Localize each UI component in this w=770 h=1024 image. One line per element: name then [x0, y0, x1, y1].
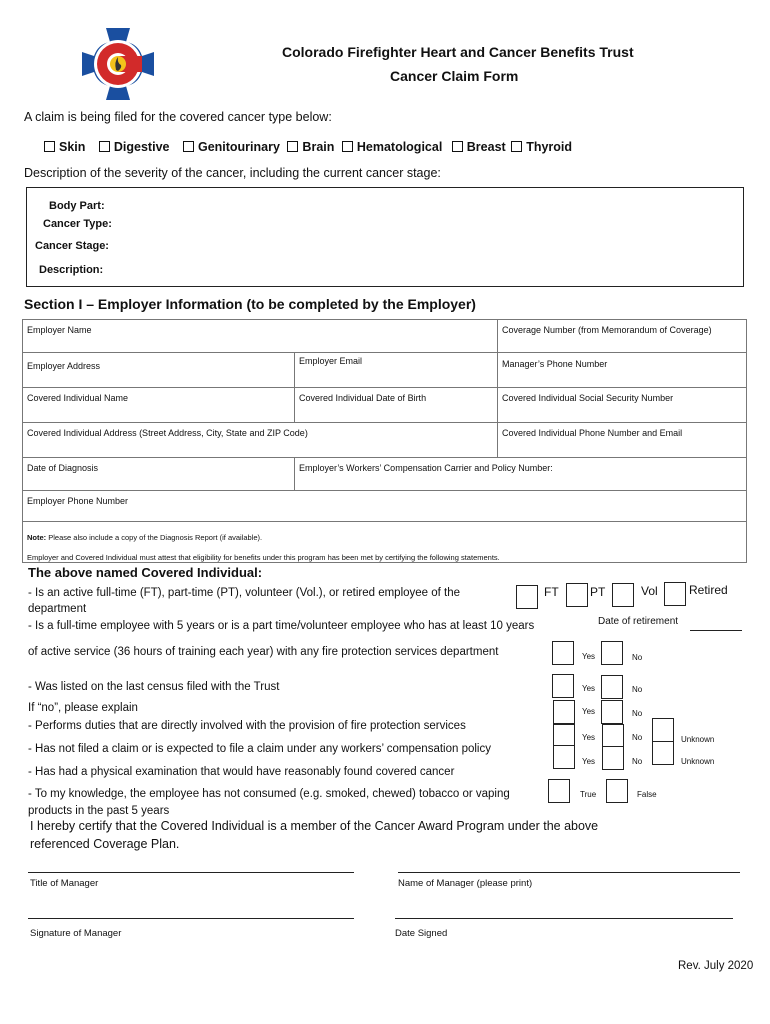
- duties-no-checkbox[interactable]: [601, 700, 623, 724]
- date-signed-line[interactable]: [395, 918, 733, 919]
- claim-yes-label: Yes: [582, 733, 596, 742]
- name-of-manager-label: Name of Manager (please print): [398, 878, 533, 889]
- date-signed-label: Date Signed: [395, 928, 448, 939]
- name-of-manager-line[interactable]: [398, 872, 740, 873]
- claim-no-label: No: [632, 733, 643, 742]
- exam-yes-label: Yes: [582, 757, 596, 766]
- severity-box[interactable]: [26, 187, 744, 287]
- coverage-number-field[interactable]: Coverage Number (from Memorandum of Coverage): [497, 319, 747, 353]
- ft-checkbox[interactable]: [516, 585, 538, 609]
- certify-line-2: referenced Coverage Plan.: [30, 837, 180, 851]
- covered-heading: The above named Covered Individual:: [28, 565, 263, 580]
- checkbox-hematological[interactable]: Hematological: [342, 140, 442, 154]
- description-label: Description:: [39, 264, 104, 276]
- workers-comp-field[interactable]: Employer’s Workers’ Compensation Carrier and Policy Number:: [294, 457, 747, 491]
- census-no-checkbox[interactable]: [601, 675, 623, 699]
- date-of-diagnosis-field[interactable]: Date of Diagnosis: [22, 457, 295, 491]
- retirement-date-line[interactable]: [690, 630, 742, 631]
- tobacco-true-checkbox[interactable]: [548, 779, 570, 803]
- service-yes-checkbox[interactable]: [552, 641, 574, 665]
- tobacco-true-label: True: [580, 790, 597, 799]
- statement-duties: - Performs duties that are directly involved with the provision of fire protection services: [28, 720, 466, 732]
- retired-checkbox[interactable]: [664, 582, 686, 606]
- cancer-type-label: Cancer Type:: [43, 218, 112, 230]
- severity-label: Description of the severity of the cancer, including the current cancer stage:: [24, 166, 441, 180]
- tobacco-false-label: False: [637, 790, 657, 799]
- tobacco-false-checkbox[interactable]: [606, 779, 628, 803]
- checkbox-breast[interactable]: Breast: [452, 140, 506, 154]
- checkbox-thyroid[interactable]: Thyroid: [511, 140, 572, 154]
- exam-no-checkbox[interactable]: [602, 746, 624, 770]
- statement-employment-cont: department: [28, 603, 87, 615]
- employer-phone-field[interactable]: Employer Phone Number: [22, 490, 747, 522]
- cancer-stage-label: Cancer Stage:: [35, 240, 109, 252]
- statement-tobacco: - To my knowledge, the employee has not consumed (e.g. smoked, chewed) tobacco or vaping: [28, 788, 510, 800]
- intro-text: A claim is being filed for the covered cancer type below:: [24, 110, 332, 124]
- statement-employment: - Is an active full-time (FT), part-time (PT), volunteer (Vol.), or retired employee of the: [28, 587, 461, 599]
- statement-years-service-cont: of active service (36 hours of training each year) with any fire protection services department: [28, 646, 499, 658]
- vol-checkbox[interactable]: [612, 583, 634, 607]
- revision-label: Rev. July 2020: [678, 960, 754, 972]
- logo: [80, 26, 156, 102]
- duties-yes-checkbox[interactable]: [553, 700, 575, 724]
- checkbox-genitourinary[interactable]: Genitourinary: [183, 140, 280, 154]
- checkbox-skin[interactable]: Skin: [44, 140, 85, 154]
- pt-checkbox[interactable]: [566, 583, 588, 607]
- census-yes-label: Yes: [582, 684, 596, 693]
- covered-address-field[interactable]: Covered Individual Address (Street Address, City, State and ZIP Code): [22, 422, 498, 458]
- employer-name-field[interactable]: Employer Name: [22, 319, 498, 353]
- section-title: Section I – Employer Information (to be completed by the Employer): [24, 296, 476, 312]
- pt-label: PT: [590, 585, 606, 599]
- duties-no-label: No: [632, 709, 643, 718]
- exam-unknown-checkbox[interactable]: [652, 741, 674, 765]
- covered-dob-field[interactable]: Covered Individual Date of Birth: [294, 387, 498, 423]
- employer-email-field[interactable]: Employer Email: [294, 352, 498, 388]
- exam-no-label: No: [632, 757, 643, 766]
- retirement-date-label: Date of retirement: [598, 616, 679, 627]
- census-explain-label: If “no”, please explain: [28, 702, 138, 714]
- covered-name-field[interactable]: Covered Individual Name: [22, 387, 295, 423]
- manager-phone-field[interactable]: Manager’s Phone Number: [497, 352, 747, 388]
- census-no-label: No: [632, 685, 643, 694]
- claim-unknown-checkbox[interactable]: [652, 718, 674, 742]
- signature-line[interactable]: [28, 918, 354, 919]
- form-title: Colorado Firefighter Heart and Cancer Benefits Trust: [282, 44, 634, 60]
- service-yes-label: Yes: [582, 652, 596, 661]
- covered-ssn-field[interactable]: Covered Individual Social Security Number: [497, 387, 747, 423]
- retired-label: Retired: [689, 583, 728, 597]
- title-of-manager-line[interactable]: [28, 872, 354, 873]
- notes-area: Note: Please also include a copy of the Diagnosis Report (if available). Employer and Covered Individual must attest that eligibility for benefits under this program has been met by certifying the following statements.: [22, 521, 747, 563]
- claim-unknown-label: Unknown: [681, 735, 715, 744]
- cancer-type-options: [44, 140, 572, 154]
- title-of-manager-label: Title of Manager: [30, 878, 99, 889]
- census-yes-checkbox[interactable]: [552, 674, 574, 698]
- signature-label: Signature of Manager: [30, 928, 122, 939]
- duties-yes-label: Yes: [582, 707, 596, 716]
- exam-unknown-label: Unknown: [681, 757, 715, 766]
- service-no-checkbox[interactable]: [601, 641, 623, 665]
- certify-line-1: I hereby certify that the Covered Individual is a member of the Cancer Award Program under the above: [30, 819, 599, 833]
- ft-label: FT: [544, 585, 559, 599]
- vol-label: Vol: [641, 584, 658, 598]
- statement-physical-exam: - Has had a physical examination that would have reasonably found covered cancer: [28, 766, 455, 778]
- form-subtitle: Cancer Claim Form: [390, 68, 519, 84]
- statement-no-claim: - Has not filed a claim or is expected to file a claim under any workers’ compensation policy: [28, 743, 491, 755]
- statement-years-service: - Is a full-time employee with 5 years or is a part time/volunteer employee who has at least 10 years: [28, 620, 535, 632]
- checkbox-digestive[interactable]: Digestive: [99, 140, 170, 154]
- service-no-label: No: [632, 653, 643, 662]
- covered-phone-email-field[interactable]: Covered Individual Phone Number and Email: [497, 422, 747, 458]
- body-part-label: Body Part:: [49, 200, 105, 212]
- statement-census: - Was listed on the last census filed with the Trust: [28, 681, 280, 693]
- claim-no-checkbox[interactable]: [602, 724, 624, 748]
- exam-yes-checkbox[interactable]: [553, 745, 575, 769]
- statement-tobacco-cont: products in the past 5 years: [28, 805, 170, 817]
- maltese-cross-logo: [80, 26, 156, 102]
- checkbox-brain[interactable]: Brain: [287, 140, 334, 154]
- employer-address-field[interactable]: Employer Address: [22, 352, 295, 388]
